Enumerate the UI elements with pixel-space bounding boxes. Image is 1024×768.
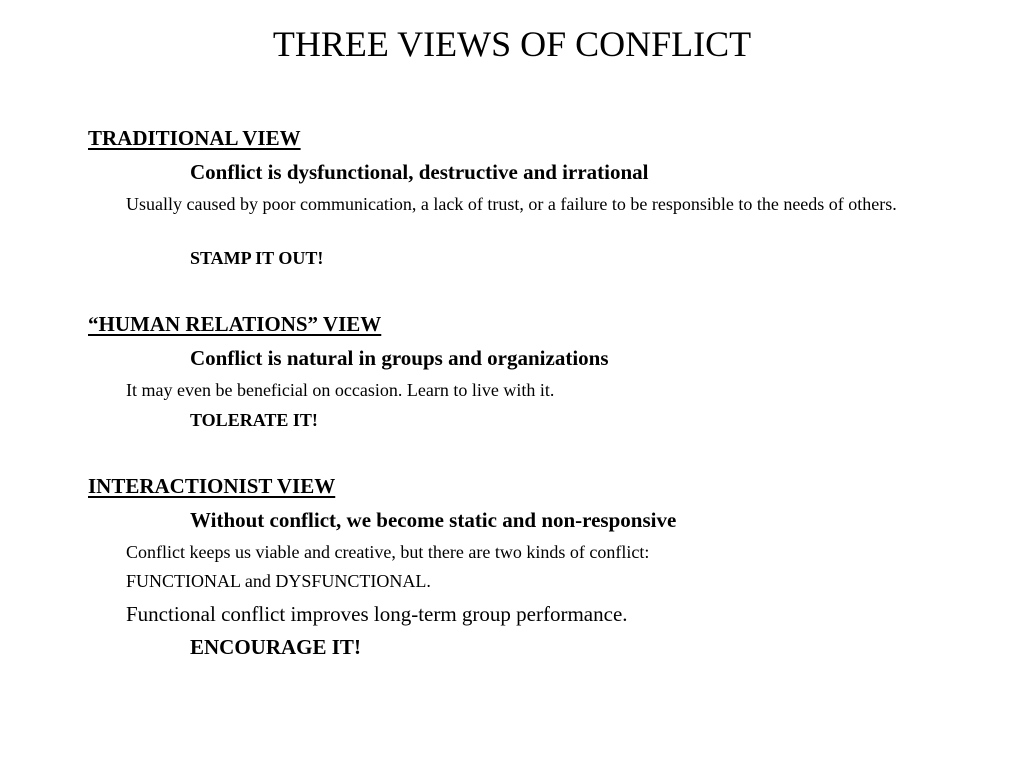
section-headline-human-relations: Conflict is natural in groups and organizations xyxy=(190,346,609,370)
section-motto-human-relations: TOLERATE IT! xyxy=(190,410,318,430)
section-motto-traditional: STAMP IT OUT! xyxy=(190,248,324,268)
section-headline-interactionist: Without conflict, we become static and non-responsive xyxy=(190,508,677,532)
slide-title: THREE VIEWS OF CONFLICT xyxy=(272,24,752,64)
section-heading-traditional: TRADITIONAL VIEW xyxy=(88,126,301,150)
section-detail-human-relations: It may even be beneficial on occasion. Learn to live with it. xyxy=(126,380,555,400)
section-headline-traditional: Conflict is dysfunctional, destructive and irrational xyxy=(190,160,649,184)
section-detail-interactionist-3: Functional conflict improves long-term group performance. xyxy=(126,602,628,626)
section-detail-interactionist-2: FUNCTIONAL and DYSFUNCTIONAL. xyxy=(126,571,431,591)
section-detail-interactionist-1: Conflict keeps us viable and creative, but there are two kinds of conflict: xyxy=(126,542,650,562)
section-heading-human-relations: “HUMAN RELATIONS” VIEW xyxy=(88,312,382,336)
section-heading-interactionist: INTERACTIONIST VIEW xyxy=(88,474,336,498)
section-motto-interactionist: ENCOURAGE IT! xyxy=(190,635,361,659)
section-detail-traditional: Usually caused by poor communication, a lack of trust, or a failure to be responsible to the needs of others. xyxy=(126,194,897,214)
